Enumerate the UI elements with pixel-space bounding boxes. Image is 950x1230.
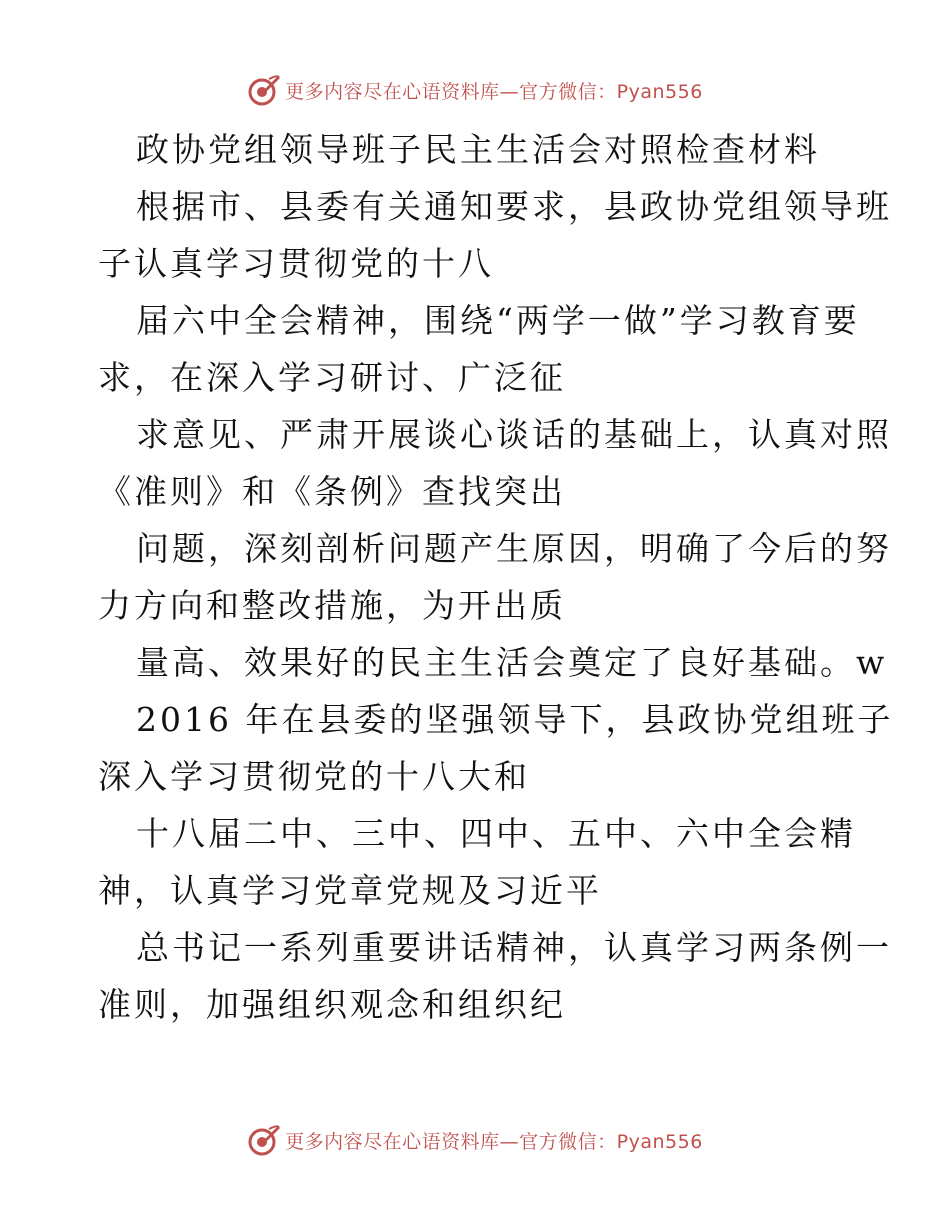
footer-banner-text: 更多内容尽在心语资料库—官方微信：Pyan556 <box>285 1130 703 1153</box>
paragraph-line: 2016 年在县委的坚强领导下，县政协党组班子 <box>136 700 894 739</box>
paragraph-line: 深入学习贯彻党的十八大和 <box>98 757 530 796</box>
paragraph-line: 求，在深入学习研讨、广泛征 <box>98 358 566 397</box>
quill-seal-icon <box>247 73 281 107</box>
paragraph-line: 总书记一系列重要讲话精神，认真学习两条例一 <box>136 928 892 967</box>
header-banner-text: 更多内容尽在心语资料库—官方微信：Pyan556 <box>285 80 703 103</box>
paragraph-line: 神，认真学习党章党规及习近平 <box>98 871 602 910</box>
paragraph-line: 量高、效果好的民主生活会奠定了良好基础。w <box>136 643 888 682</box>
paragraph-line: 子认真学习贯彻党的十八 <box>98 244 494 283</box>
paragraph-line: 《准则》和《条例》查找突出 <box>98 472 566 511</box>
header-banner <box>0 70 950 110</box>
document-title: 政协党组领导班子民主生活会对照检查材料 <box>136 130 820 169</box>
paragraph-line: 问题，深刻剖析问题产生原因，明确了今后的努 <box>136 529 892 568</box>
paragraph-line: 届六中全会精神，围绕“两学一做”学习教育要 <box>136 301 860 340</box>
paragraph-line: 求意见、严肃开展谈心谈话的基础上，认真对照 <box>136 415 892 454</box>
quill-seal-icon <box>247 1123 281 1157</box>
paragraph-line: 十八届二中、三中、四中、五中、六中全会精 <box>136 814 856 853</box>
paragraph-line: 准则，加强组织观念和组织纪 <box>98 985 566 1024</box>
footer-banner <box>0 1120 950 1160</box>
paragraph-line: 力方向和整改措施，为开出质 <box>98 586 566 625</box>
paragraph-line: 根据市、县委有关通知要求，县政协党组领导班 <box>136 187 892 226</box>
